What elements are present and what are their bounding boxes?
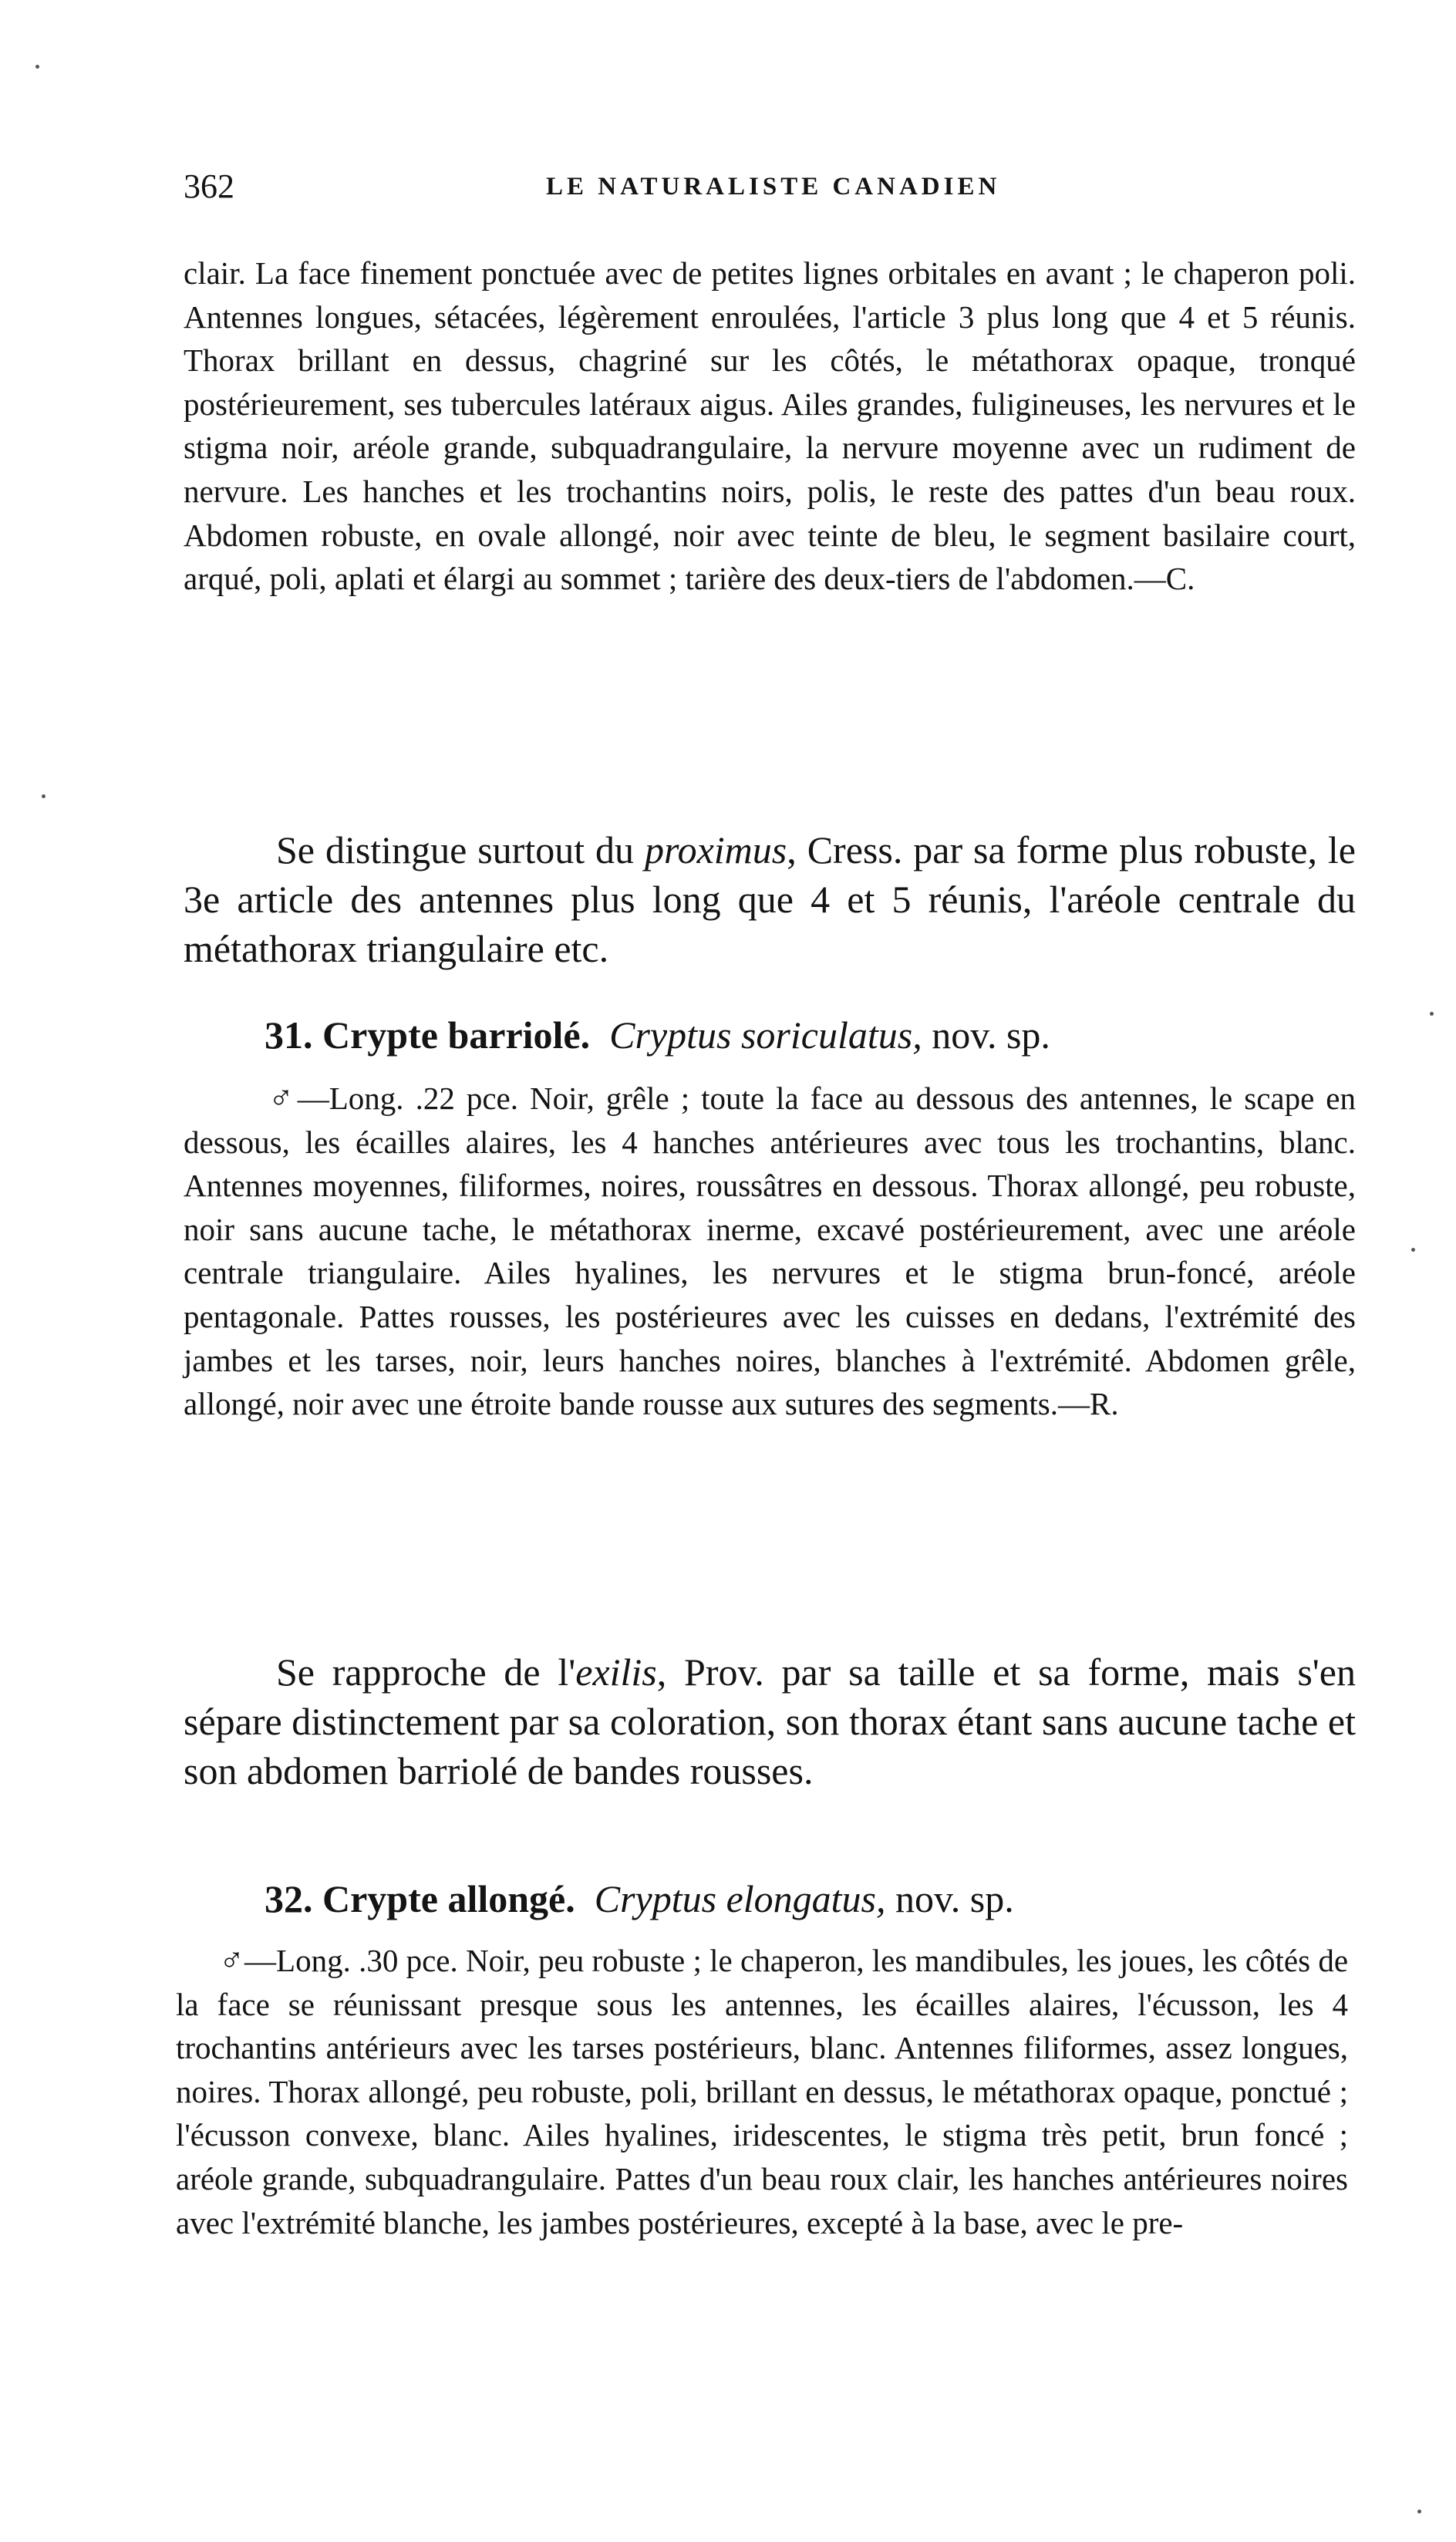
heading-32-latin: Cryptus elongatus, xyxy=(594,1877,886,1920)
description-soriculatus xyxy=(184,1077,1356,1426)
paper-speck xyxy=(1411,1248,1415,1252)
description-elongatus xyxy=(176,1939,1348,2244)
paragraph-2-end: , Cress. par sa forme plus robuste, le 3e article des antennes plus long que 4 et 5 réunis, l'aréole centrale du métathorax triangulaire etc. xyxy=(184,828,1356,970)
heading-32-suffix: nov. sp. xyxy=(885,1877,1014,1920)
paragraph-2-start: Se distingue surtout du xyxy=(276,828,645,871)
paragraph-4-start: Se rapproche de l' xyxy=(276,1650,576,1694)
paper-speck xyxy=(1430,1012,1434,1016)
description-continued xyxy=(184,251,1356,601)
paragraph-4 xyxy=(184,1647,1356,1795)
running-head: LE NATURALISTE CANADIEN xyxy=(546,173,1001,201)
page-number: 362 xyxy=(184,167,234,205)
paper-speck xyxy=(1417,2510,1421,2513)
heading-32-name: Crypte allongé. xyxy=(322,1877,575,1920)
page-header xyxy=(184,167,1279,213)
heading-31-latin: Cryptus soriculatus, xyxy=(609,1013,922,1057)
heading-31-number: 31. xyxy=(265,1013,313,1057)
remark-proximus xyxy=(184,825,1356,973)
paragraph-5 xyxy=(176,1939,1348,2244)
paragraph-2 xyxy=(184,825,1356,973)
paragraph-3 xyxy=(184,1077,1356,1426)
species-proximus: proximus xyxy=(645,828,787,871)
remark-exilis xyxy=(184,1647,1356,1795)
male-symbol: ♂ xyxy=(268,1079,298,1117)
male-symbol: ♂ xyxy=(219,1941,245,1979)
heading-32-number: 32. xyxy=(265,1877,313,1920)
paper-speck xyxy=(42,794,46,798)
paragraph-1: clair. La face finement ponctuée avec de petites lignes orbitales en avant ; le chaperon poli. Antennes longues, sétacées, légèrement enroulées, l'article 3 plus long que 4 et 5 réunis. Thorax brillant en dessus, chagriné sur les côtés, le métathorax opaque, tronqué postérieurement, ses tubercules latéraux aigus. Ailes grandes, fuligineuses, les nervures et le stigma noir, aréole grande, subquadrangulaire, la nervure moyenne avec un rudiment de nervure. Les hanches et les trochantins noirs, polis, le reste des pattes d'un beau roux. Abdomen robuste, en ovale allongé, noir avec teinte de bleu, le segment basilaire court, arqué, poli, aplati et élargi au sommet ; tarière des deux-tiers de l'abdomen.—C. xyxy=(184,255,1356,597)
species-heading-31 xyxy=(184,1010,1356,1060)
species-heading-32 xyxy=(184,1874,1356,1923)
paragraph-4-end: , Prov. par sa taille et sa forme, mais s'en sépare distinctement par sa coloration, son thorax étant sans aucune tache et son abdomen barriolé de bandes rousses. xyxy=(184,1650,1356,1792)
heading-31-suffix: nov. sp. xyxy=(922,1013,1050,1057)
paper-speck xyxy=(35,65,39,69)
paragraph-3-text: —Long. .22 pce. Noir, grêle ; toute la face au dessous des antennes, le scape en dessous, les écailles alaires, les 4 hanches antérieures avec tous les trochantins, blanc. Antennes moyennes, filiformes, noires, roussâtres en dessous. Thorax allongé, peu robuste, noir sans aucune tache, le métathorax inerme, excavé postérieurement, avec une aréole centrale triangulaire. Ailes hyalines, les nervures et le stigma brun-foncé, aréole pentagonale. Pattes rousses, les postérieures avec les cuisses en dedans, l'extrémité des jambes et les tarses, noir, leurs hanches noires, blanches à l'extrémité. Abdomen grêle, allongé, noir avec une étroite bande rousse aux sutures des segments.—R. xyxy=(184,1081,1356,1422)
heading-31-name: Crypte barriolé. xyxy=(322,1013,591,1057)
paragraph-5-text: —Long. .30 pce. Noir, peu robuste ; le chaperon, les mandibules, les joues, les côtés de la face se réunissant presque sous les antennes, les écailles alaires, l'écusson, les 4 trochantins antérieurs avec les tarses postérieurs, blanc. Antennes filiformes, assez longues, noires. Thorax allongé, peu robuste, poli, brillant en dessus, le métathorax opaque, ponctué ; l'écusson convexe, blanc. Ailes hyalines, iridescentes, le stigma très petit, brun foncé ; aréole grande, subquadrangulaire. Pattes d'un beau roux clair, les hanches antérieures noires avec l'extrémité blanche, les jambes postérieures, excepté à la base, avec le pre- xyxy=(176,1943,1349,2240)
species-exilis: exilis xyxy=(575,1650,657,1694)
